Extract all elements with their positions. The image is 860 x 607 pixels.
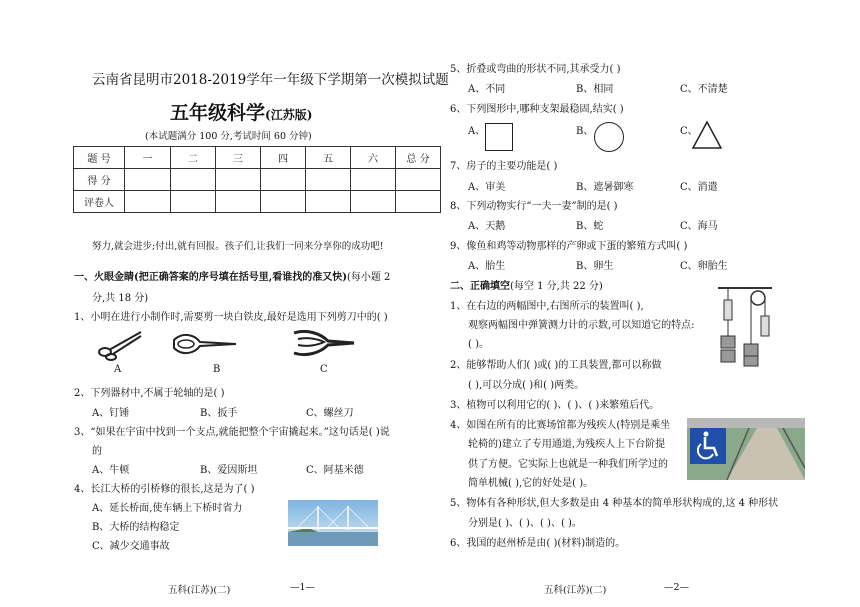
score-cell: [351, 169, 396, 191]
q1-option: A: [114, 364, 122, 375]
question-1: 1、小明在进行小制作时,需要剪一块白铁皮,最好是选用下列剪刀中的( ): [74, 312, 388, 323]
score-header-cell: 三: [216, 147, 261, 169]
score-cell: [306, 169, 351, 191]
question-4: 4、长江大桥的引桥修的很长,这是为了( ): [74, 484, 255, 495]
fill-3: 3、植物可以利用它的( )、( )、( )来繁殖后代。: [450, 400, 660, 411]
fill-5-line-a: 5、物体有各种形状,但大多数是由 4 种基本的简单形状构成的,这 4 种形状: [450, 498, 779, 509]
q8-option: B、蛇: [576, 221, 604, 232]
exam-note: (本试题满分 100 分,考试时间 60 分钟): [145, 131, 312, 142]
score-table-header-row: [74, 147, 441, 169]
scissors-a-icon: [97, 328, 145, 362]
fill-1-line-a: 1、在右边的两幅图中,右图所示的装置叫( ),: [450, 301, 644, 312]
score-row-label: 评卷人: [74, 191, 125, 213]
score-table: [73, 146, 441, 213]
section2-header: [450, 277, 603, 292]
score-cell: [216, 169, 261, 191]
score-table-row: [74, 169, 441, 191]
score-cell: [306, 191, 351, 213]
footer-left-page: —1—: [290, 582, 316, 593]
section1-note: (每小题 2: [346, 272, 391, 283]
q2-option: C、螺丝刀: [306, 408, 354, 419]
q7-option: C、消遣: [680, 182, 718, 193]
question-7: 7、房子的主要功能是( ): [450, 161, 558, 172]
score-header-cell: 六: [351, 147, 396, 169]
pulley-diagram: [714, 286, 776, 368]
score-header-cell: 一: [125, 147, 171, 169]
footer-right-page: —2—: [664, 582, 690, 593]
score-cell: [351, 191, 396, 213]
question-9: 9、像鱼和鸡等动物那样的产卵或下蛋的繁殖方式叫( ): [450, 241, 688, 252]
subject-title: [170, 98, 312, 125]
score-table-row: [74, 191, 441, 213]
circle-shape-icon: [594, 122, 624, 152]
fill-2-line-b: ( ),可以分成( )和( )两类。: [468, 380, 585, 391]
score-cell: [216, 191, 261, 213]
q5-option: A、不同: [468, 84, 506, 95]
score-cell: [261, 191, 306, 213]
q2-option: A、钉锤: [92, 408, 130, 419]
q3-option: A、牛顿: [92, 465, 130, 476]
q7-option: B、遮暑御寒: [576, 182, 634, 193]
q9-option: C、卵胎生: [680, 261, 728, 272]
footer-right-label: 五科(江苏)(二): [544, 585, 607, 596]
q7-option: A、审美: [468, 182, 506, 193]
fill-4-line-a: 4、如图在所有的比赛场馆都为残疾人(特别是乘坐: [450, 420, 671, 431]
q6-option: B、: [576, 126, 594, 137]
fill-5-line-b: 分别是( )、( )、( )、( )。: [468, 518, 582, 529]
score-header-cell: 二: [171, 147, 216, 169]
score-cell: [125, 191, 171, 213]
q9-option: B、卵生: [576, 261, 614, 272]
score-header-cell: 四: [261, 147, 306, 169]
fill-4-line-d: 简单机械( ),它的好处是( )。: [468, 478, 594, 489]
score-cell: [396, 191, 441, 213]
score-header-cell: 总 分: [396, 147, 441, 169]
score-cell: [396, 169, 441, 191]
score-header-cell: 五: [306, 147, 351, 169]
question-5: 5、折叠或弯曲的形状不同,其承受力( ): [450, 64, 621, 75]
subject-edition: (江苏版): [265, 108, 313, 122]
question-6: 6、下列图形中,哪种支架最稳固,结实( ): [450, 104, 624, 115]
q1-option: B: [213, 364, 221, 375]
section2-note: (每空 1 分,共 22 分): [510, 281, 603, 292]
section1-header: [74, 268, 390, 283]
wheelchair-ramp-photo: [687, 418, 805, 480]
q8-option: A、天鹅: [468, 221, 506, 232]
q5-option: B、相同: [576, 84, 614, 95]
q3-option: C、阿基米德: [306, 465, 364, 476]
section2-title: 二、正确填空: [450, 281, 510, 292]
footer-left-label: 五科(江苏)(二): [168, 585, 231, 596]
question-2: 2、下列器材中,不属于轮轴的是( ): [74, 388, 225, 399]
section1-note-cont: 分,共 18 分): [92, 293, 149, 304]
fill-2-line-a: 2、能够帮助人们( )或( )的工具装置,都可以称做: [450, 360, 662, 371]
q4-option: B、大桥的结构稳定: [92, 522, 180, 533]
score-row-label: 得 分: [74, 169, 125, 191]
tin-snips-c-icon: [292, 327, 356, 359]
triangle-shape-icon: [691, 120, 723, 150]
score-header-cell: 题 号: [74, 147, 125, 169]
bridge-photo: [288, 500, 378, 546]
section1-title: 一、火眼金睛(把正确答案的序号填在括号里,看谁找的准又快): [74, 272, 347, 283]
q2-option: B、扳手: [200, 408, 238, 419]
scissors-b-icon: [172, 330, 238, 358]
fill-6: 6、我国的赵州桥是由( )(材料)制造的。: [450, 538, 626, 549]
q4-option: C、减少交通事故: [92, 541, 170, 552]
q9-option: A、胎生: [468, 261, 506, 272]
fill-4-line-c: 供了方便。它实际上也就是一种我们所学过的: [468, 459, 668, 470]
q3-option: B、爱因斯坦: [200, 465, 258, 476]
question-3-cont: 的: [92, 446, 102, 457]
q4-option: A、延长桥面,使车辆上下桥时省力: [92, 503, 243, 514]
q6-option: A、: [468, 126, 486, 137]
motto: 努力,就会进步;付出,就有回报。孩子们,让我们一同来分享你的成功吧!: [92, 241, 384, 252]
fill-1-line-c: ( )。: [468, 339, 489, 350]
score-cell: [125, 169, 171, 191]
score-cell: [171, 169, 216, 191]
fill-1-line-b: 观察两幅图中弹簧测力计的示数,可以知道它的特点:: [468, 320, 695, 331]
square-shape-icon: [485, 123, 513, 151]
q5-option: C、不清楚: [680, 84, 728, 95]
q1-option: C: [320, 364, 328, 375]
question-3: 3、“如果在宇宙中找到一个支点,就能把整个宇宙撬起来。”这句话是( )说: [74, 427, 390, 438]
score-cell: [261, 169, 306, 191]
fill-4-line-b: 轮椅的)建立了专用通道,为残疾人上下台阶提: [468, 439, 666, 450]
exam-title: 云南省昆明市2018-2019学年一年级下学期第一次模拟试题: [92, 72, 449, 88]
score-cell: [171, 191, 216, 213]
q6-option: C、: [680, 126, 698, 137]
question-8: 8、下列动物实行“一夫一妻”制的是( ): [450, 201, 618, 212]
q8-option: C、海马: [680, 221, 718, 232]
subject-name: 五年级科学: [170, 102, 266, 124]
